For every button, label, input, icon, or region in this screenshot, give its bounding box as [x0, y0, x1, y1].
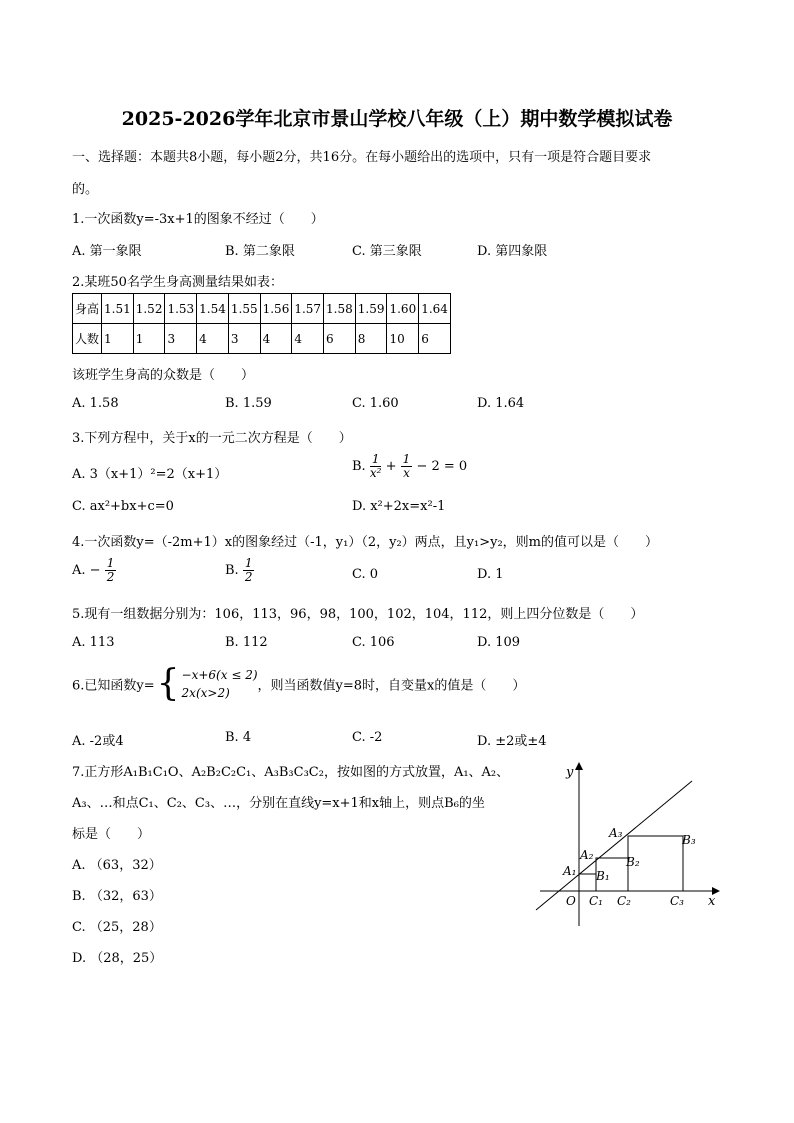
q3-option-d[interactable]: D. x²+2x=x²-1 [352, 499, 446, 514]
q7-option-a[interactable]: A. （63，32） [72, 858, 162, 873]
plus-sign: + [385, 459, 397, 474]
q1-stem: 1.一次函数y=-3x+1的图象不经过（ ） [72, 212, 324, 227]
table-cell: 8 [355, 324, 387, 354]
page-title: 2025-2026学年北京市景山学校八年级（上）期中数学模拟试卷 [121, 108, 673, 130]
q2-stem: 2.某班50名学生身高测量结果如表： [72, 275, 283, 290]
table-cell: 1 [102, 324, 134, 354]
q4-option-a-label: A. − [72, 563, 101, 578]
table-cell: 1.64 [419, 294, 451, 324]
q1-option-a[interactable]: A. 第一象限 [72, 244, 142, 259]
q7-stem-line3: 标是（ ） [72, 827, 151, 842]
label-b2: B₂ [626, 855, 640, 869]
label-c1: C₁ [589, 894, 603, 908]
q1-option-b[interactable]: B. 第二象限 [225, 244, 295, 259]
brace: { [156, 663, 180, 704]
q4-option-a[interactable] [72, 557, 116, 584]
table-row [73, 324, 451, 354]
table-cell: 3 [165, 324, 197, 354]
label-a2: A₂ [580, 848, 594, 862]
q3-option-a[interactable]: A. 3（x+1）²=2（x+1） [72, 467, 228, 482]
origin-label: O [566, 894, 576, 908]
section-instructions-line2: 的。 [72, 182, 99, 197]
fraction: $\frac{1}{2}$ [244, 556, 253, 584]
q6-stem-prefix: 6.已知函数y= [72, 678, 155, 694]
q3-option-b[interactable] [352, 453, 467, 480]
q5-option-a[interactable]: A. 113 [72, 635, 115, 650]
q1-option-d[interactable]: D. 第四象限 [477, 244, 548, 259]
label-c3: C₃ [670, 894, 684, 908]
q6-stem [72, 663, 526, 704]
q4-option-c[interactable]: C. 0 [352, 567, 379, 582]
q4-option-b[interactable] [225, 557, 254, 584]
table-cell: 3 [228, 324, 260, 354]
table-cell: 1 [133, 324, 165, 354]
table-cell: 1.53 [165, 294, 197, 324]
height-table [72, 293, 451, 354]
label-a3: A₃ [609, 826, 623, 840]
y-axis-label: y [566, 765, 574, 780]
q3-option-c[interactable]: C. ax²+bx+c=0 [72, 499, 174, 514]
table-cell: 人数 [73, 324, 102, 354]
table-row [73, 294, 451, 324]
q6-option-a[interactable]: A. -2或4 [72, 734, 124, 749]
table-cell: 1.51 [102, 294, 134, 324]
fraction: $\frac{1}{x}$ [402, 452, 411, 480]
table-cell: 6 [419, 324, 451, 354]
table-cell: 身高 [73, 294, 102, 324]
table-cell: 1.54 [197, 294, 229, 324]
equation-rest: − 2 = 0 [416, 459, 468, 474]
q5-stem: 5.现有一组数据分别为：106，113，96，98，100，102，104，112，则上四分位数是（ ） [72, 607, 644, 622]
table-cell: 1.59 [355, 294, 387, 324]
label-c2: C₂ [617, 894, 631, 908]
table-cell: 1.56 [260, 294, 292, 324]
q6-option-c[interactable]: C. -2 [352, 730, 383, 745]
q4-stem: 4.一次函数y=（-2m+1）x的图象经过（-1，y₁）（2，y₂）两点，且y₁>y₂，则m的值可以是（ ） [72, 535, 659, 550]
q7-option-d[interactable]: D. （28，25） [72, 951, 163, 966]
table-cell: 1.58 [324, 294, 356, 324]
label-b1: B₁ [596, 869, 610, 883]
q2-option-d[interactable]: D. 1.64 [477, 396, 525, 411]
q4-option-b-label: B. [225, 563, 239, 578]
q7-stem-line2: A₃、…和点C₁、C₂、C₃、…，分别在直线y=x+1和x轴上，则点B₆的坐 [72, 796, 485, 811]
q3-stem: 3.下列方程中，关于x的一元二次方程是（ ） [72, 431, 352, 446]
q1-option-c[interactable]: C. 第三象限 [352, 244, 422, 259]
label-a1: A₁ [563, 864, 577, 878]
section-instructions-line1: 一、选择题：本题共8小题，每小题2分，共16分。在每小题给出的选项中，只有一项是符合题目要求 [72, 150, 652, 165]
label-b3: B₃ [682, 833, 696, 847]
table-cell: 1.55 [228, 294, 260, 324]
q3-option-b-label: B. [352, 459, 366, 474]
table-cell: 4 [292, 324, 324, 354]
q7-stem-line1: 7.正方形A₁B₁C₁O、A₂B₂C₂C₁、A₃B₃C₃C₂，按如图的方式放置，A₁、A₂、 [72, 765, 510, 780]
q2-question: 该班学生身高的众数是（ ） [72, 368, 255, 383]
q5-option-c[interactable]: C. 106 [352, 635, 395, 650]
q7-squares-figure [530, 758, 730, 930]
q6-stem-suffix: ，则当函数值y=8时，自变量x的值是（ ） [257, 678, 526, 694]
q4-option-d[interactable]: D. 1 [477, 567, 504, 582]
fraction: $\frac{1}{2}$ [106, 556, 115, 584]
q2-option-c[interactable]: C. 1.60 [352, 396, 399, 411]
square-1 [579, 874, 596, 891]
table-cell: 10 [387, 324, 419, 354]
table-cell: 1.57 [292, 294, 324, 324]
q6-option-b[interactable]: B. 4 [225, 730, 252, 745]
table-cell: 4 [197, 324, 229, 354]
table-cell: 6 [324, 324, 356, 354]
table-cell: 1.60 [387, 294, 419, 324]
q7-option-b[interactable]: B. （32，63） [72, 889, 162, 904]
q5-option-b[interactable]: B. 112 [225, 635, 268, 650]
fraction: $\frac{1}{\text{x²}}$ [369, 452, 382, 480]
x-axis-label: x [708, 894, 716, 909]
piecewise-function: −x+6(x ≤ 2) 2x(x>2) [181, 668, 258, 700]
q5-option-d[interactable]: D. 109 [477, 635, 521, 650]
q2-option-b[interactable]: B. 1.59 [225, 396, 272, 411]
table-cell: 4 [260, 324, 292, 354]
q2-option-a[interactable]: A. 1.58 [72, 396, 119, 411]
q6-option-d[interactable]: D. ±2或±4 [477, 734, 547, 749]
table-cell: 1.52 [133, 294, 165, 324]
q7-option-c[interactable]: C. （25，28） [72, 920, 162, 935]
